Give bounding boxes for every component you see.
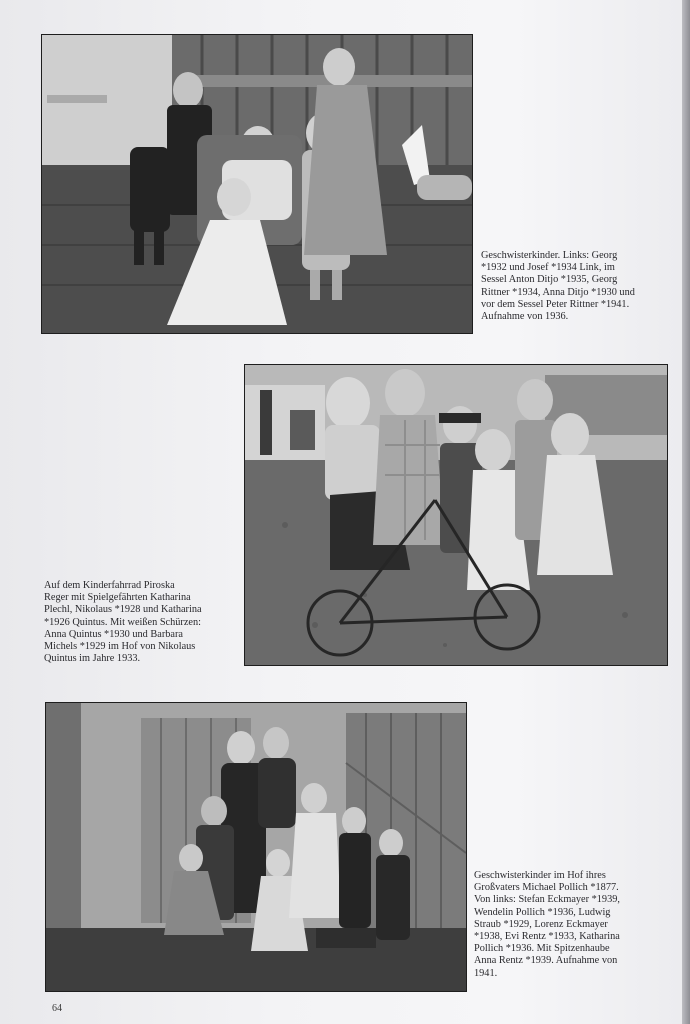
photo-2-caption bbox=[44, 580, 202, 665]
caption-line: Michels *1929 im Hof von Nikolaus bbox=[44, 641, 196, 653]
caption-line: Plechl, Nikolaus *1928 und Katharina bbox=[44, 604, 202, 616]
caption-line: Anna Rentz *1939. Aufnahme von bbox=[474, 955, 618, 967]
caption-line: Aufnahme von 1936. bbox=[481, 311, 569, 323]
caption-line: Reger mit Spielgefährten Katharina bbox=[44, 592, 191, 604]
caption-line: *1938, Evi Rentz *1933, Katharina bbox=[474, 931, 620, 943]
caption-line: Von links: Stefan Eckmayer *1939, bbox=[474, 894, 620, 906]
photo-siblings-1936 bbox=[42, 35, 472, 333]
caption-line: Wendelin Pollich *1936, Ludwig bbox=[474, 906, 611, 918]
caption-line: Geschwisterkinder im Hof ihres bbox=[474, 870, 606, 881]
caption-line: vor dem Sessel Peter Rittner *1941. bbox=[481, 298, 630, 310]
caption-line: Straub *1929, Lorenz Eckmayer bbox=[474, 918, 608, 930]
book-spine-edge bbox=[682, 0, 690, 1024]
caption-line: Quintus im Jahre 1933. bbox=[44, 653, 141, 665]
caption-line: Anna Quintus *1930 und Barbara bbox=[44, 628, 183, 640]
caption-line: *1926 Quintus. Mit weißen Schürzen: bbox=[44, 616, 202, 628]
photo-1-caption bbox=[481, 250, 635, 323]
caption-line: Rittner *1934, Anna Ditjo *1930 und bbox=[481, 286, 635, 298]
caption-line: Großvaters Michael Pollich *1877. bbox=[474, 882, 619, 894]
photo-3-caption bbox=[474, 870, 620, 980]
caption-line: Sessel Anton Ditjo *1935, Georg bbox=[481, 274, 618, 286]
photo-children-tricycle-1933 bbox=[245, 365, 667, 665]
caption-line: Geschwisterkinder. Links: Georg bbox=[481, 250, 618, 261]
caption-line: 1941. bbox=[474, 967, 498, 979]
page-number: 64 bbox=[52, 1003, 62, 1014]
caption-line: *1932 und Josef *1934 Link, im bbox=[481, 262, 615, 274]
caption-line: Auf dem Kinderfahrrad Piroska bbox=[44, 580, 175, 591]
caption-line: Pollich *1936. Mit Spitzenhaube bbox=[474, 943, 610, 955]
photo-grandfather-courtyard-1941 bbox=[46, 703, 466, 991]
